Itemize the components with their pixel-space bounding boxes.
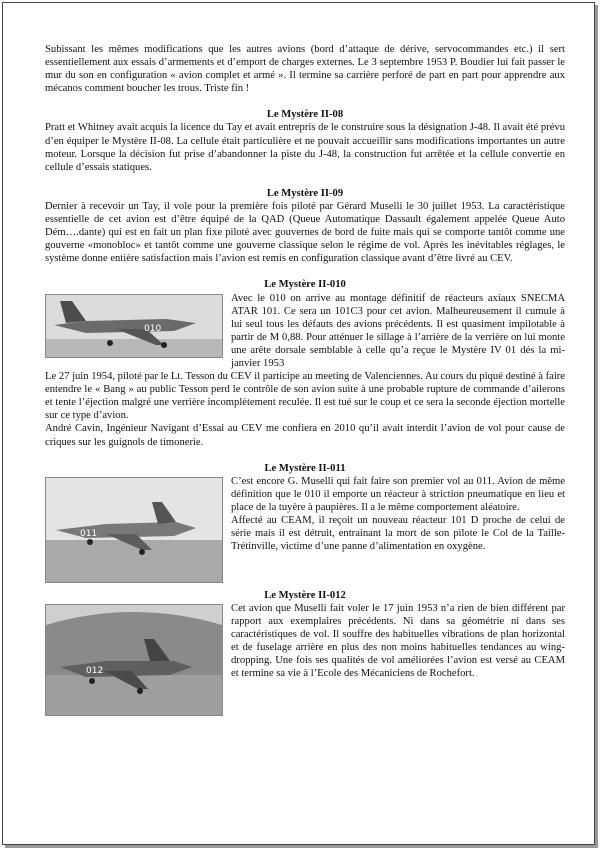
section-010-paragraph-2: Le 27 juin 1954, piloté par le Lt. Tesson du CEV il participe au meeting de Valenciennes. Au cours du piqué destiné à faire entendre le « Bang » au public Tesson perd le contrôle de son avion suite à une probable rupture de commande d’ailerons et tente l’éjection malgré une verrière incomplètement reculée. Il est tué sur le coup et ce sera la seconde éjection mortelle sur ce type d’avion. <box>45 371 565 422</box>
photo-mystere-011 <box>45 477 223 583</box>
aircraft-marking-011: 011 <box>80 528 98 539</box>
section-010-paragraph-3: André Cavin, Ingénieur Navigant d’Essai au CEV me confiera en 2010 qu’il avait interdit l’avion de vol pour cause de criques sur les guignols de timonerie. <box>45 423 565 448</box>
section-011-paragraph-2: Affecté au CEAM, il reçoit un nouveau réacteur 101 D proche de celui de série mais il est détruit, entrainant la mort de son pilote le Col de la Taille-Trétinville, victime d’une panne d’alimentation en oxygène. <box>231 515 565 553</box>
aircraft-marking-010: 010 <box>144 323 162 334</box>
photo-mystere-012 <box>45 604 223 716</box>
photo-mystere-010 <box>45 294 223 358</box>
section-title-08: Le Mystère II-08 <box>266 109 344 121</box>
aircraft-marking-012: 012 <box>86 665 104 676</box>
section-010-paragraph-1: Avec le 010 on arrive au montage définitif de réacteurs axiaux SNECMA ATAR 101. Ce sera un 101C3 pour cet avion. Malheureusement il cumule à lui seul tous les défauts des avions précédents. Il est quasiment impilotable à partir de M 0,88. Pour atténuer le sillage à l’arrière de la verrière on lui monte une arête dorsale semblable à celle qu’a reçue le Mystère IV 01 dés la mi-janvier 1953 <box>231 292 565 369</box>
document-body <box>45 43 565 716</box>
intro-paragraph: Subissant les mêmes modifications que les autres avions (bord d’attaque de dérive, servocommandes etc.) il sert essentiellement aux essais d’armements et d’emport de charges externes. Le 3 septembre 1953 P. Boudier lui fait passer le mur du son en configuration « avion complet et armé ». Il termine sa carrière perforé de part en part pour apprendre aux mécanos comment boucher les trous. Triste fin ! <box>45 44 565 95</box>
section-011-paragraph-1: C’est encore G. Muselli qui fait faire son premier vol au 011. Avion de même définition que le 010 il emporte un réacteur à striction pneumatique en lieu et place de la tuyère à paupières. Il a le même comportement aléatoire. <box>231 475 565 513</box>
document-page <box>2 2 595 845</box>
section-08-paragraph: Pratt et Whitney avait acquis la licence du Tay et avait entrepris de le construire sous la désignation J-48. Il avait été prévu d’en équiper le Mystère II-08. La cellule était particulière et ne pouvait accueillir sans modifications importantes un autre moteur. Lorsque la décision fut prise d’abandonner la piste du J-48, la construction fut arrêtée et la cellule convertie en cellule d’essais statiques. <box>45 122 565 173</box>
section-title-011: Le Mystère II-011 <box>264 462 346 474</box>
section-title-012: Le Mystère II-012 <box>264 589 346 601</box>
section-012-paragraph: Cet avion que Muselli fait voler le 17 juin 1953 n’a rien de bien différent par rapport aux exemplaires précédents. Ni dans sa géométrie ni dans ses caractéristiques de vol. Il souffre des habituelles vibrations de plan horizontal et de fuselage arrière en plus des non moins habituelles tendances au wing-dropping. Une fois ses qualités de vol améliorées l’avion est versé au CEAM et termine sa vie à l’Ecole des Mécaniciens de Rochefort. <box>231 602 565 680</box>
section-09-paragraph: Dernier à recevoir un Tay, il vole pour la première fois piloté par Gérard Muselli le 30 juillet 1953. La caractéristique essentielle de cet avion est d’être équipé de la QAD (Queue Automatique Dassault également appelée Queue Auto Dém….dante) qui est en fait un plan fixe piloté avec gouvernes de bord de fuite mais qui se comporte tantôt comme une gouverne «monobloc» et tantôt comme une gouverne classique selon le régime de vol. Après les inévitables réglages, le système donne entière satisfaction mais l’avion est remis en configuration classique avant d’être livré au CEV. <box>45 200 565 265</box>
section-title-010: Le Mystère II-010 <box>264 279 346 291</box>
section-title-09: Le Mystère II-09 <box>266 187 344 199</box>
